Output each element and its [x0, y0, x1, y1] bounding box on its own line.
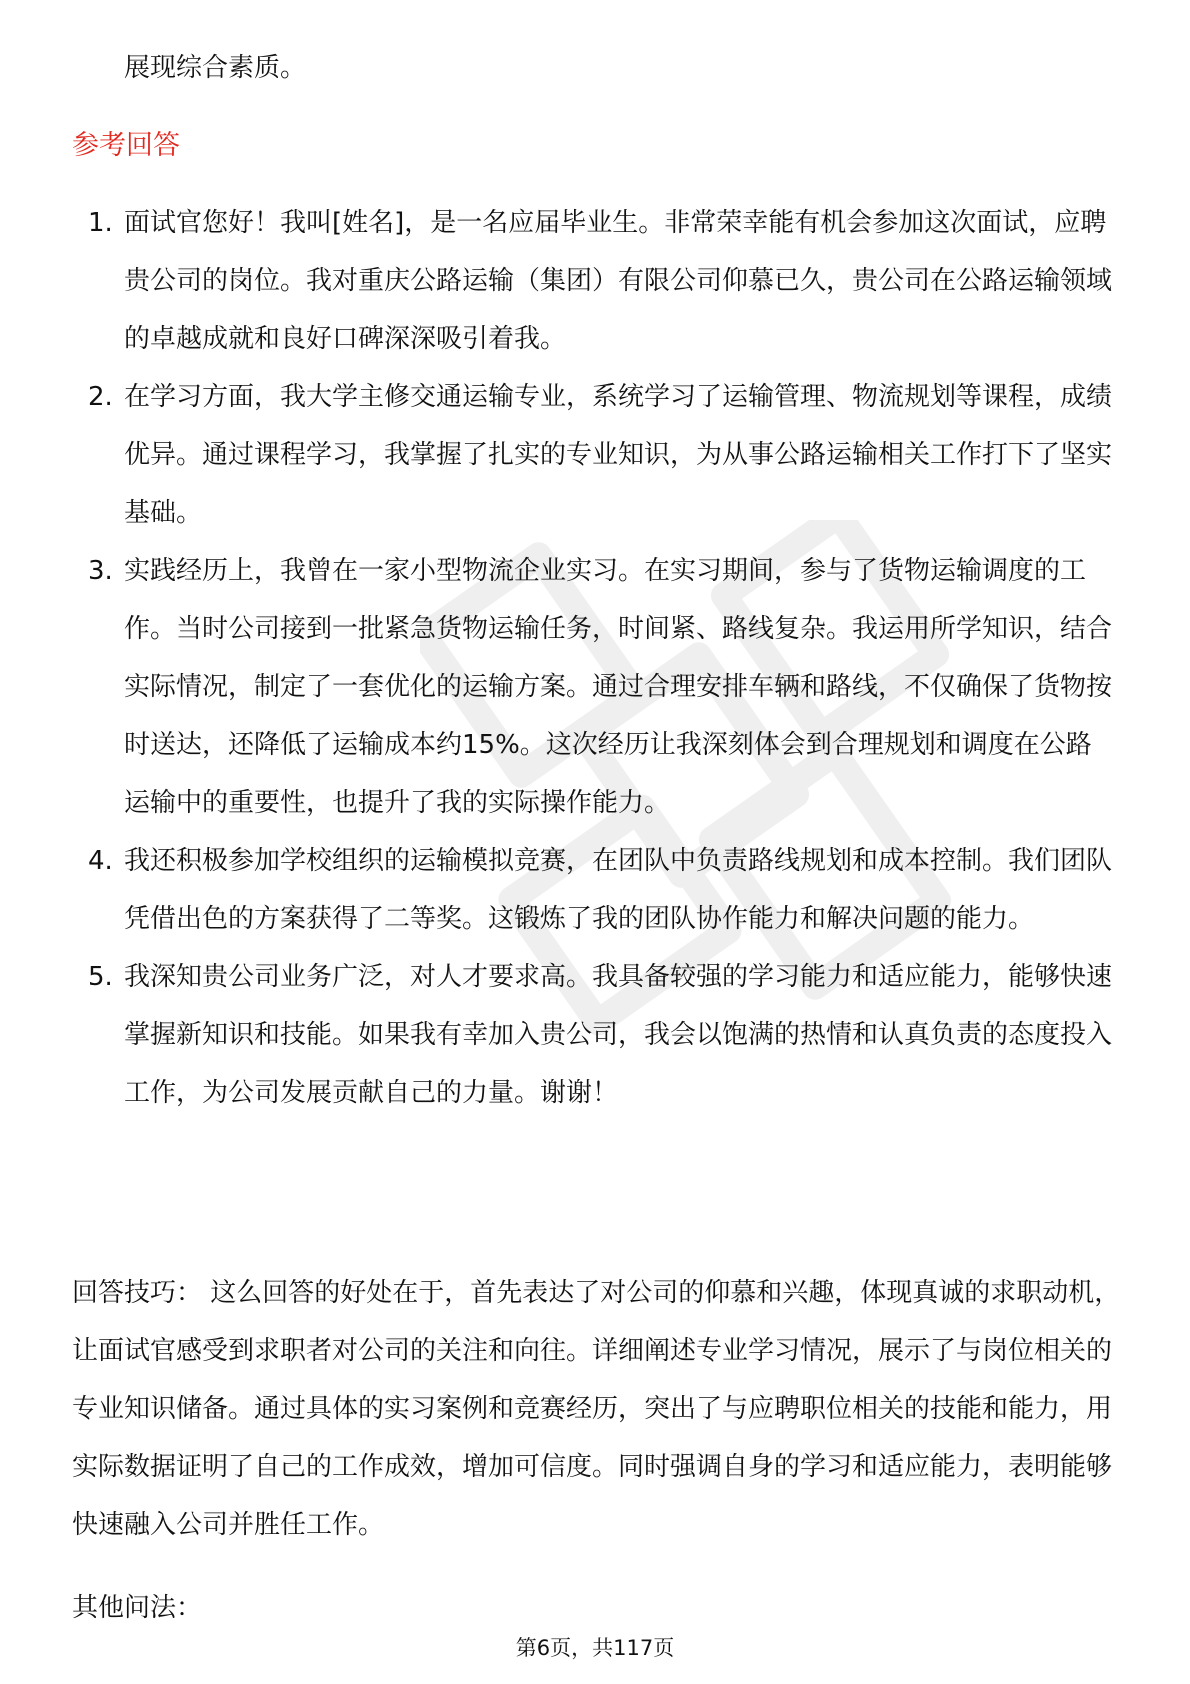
answer-tips-paragraph: 回答技巧： 这么回答的好处在于，首先表达了对公司的仰慕和兴趣，体现真诚的求职动机，让面试官感受到求职者对公司的关注和向往。详细阐述专业学习情况，展示了与岗位相关的专业知识储备。通过具体的实习案例和竞赛经历，突出了与应聘职位相关的技能和能力，用实际数据证明了自己的工作成效，增加可信度。同时强调自身的学习和适应能力，表明能够快速融入公司并胜任工作。 [72, 1278, 1121, 1540]
answer-item-text: 我深知贵公司业务广泛，对人才要求高。我具备较强的学习能力和适应能力，能够快速掌握新知识和技能。如果我有幸加入贵公司，我会以饱满的热情和认真负责的态度投入工作，为公司发展贡献自己的力量。谢谢！ [124, 962, 1113, 1108]
answer-item-text: 面试官您好！我叫[姓名]，是一名应届毕业生。非常荣幸能有机会参加这次面试，应聘贵公司的岗位。我对重庆公路运输（集团）有限公司仰慕已久，贵公司在公路运输领域的卓越成就和良好口碑深深吸引着我。 [124, 208, 1113, 354]
answer-item-4 [72, 832, 1112, 948]
answer-item-number: 5. [88, 962, 113, 992]
page-number-footer: 第6页，共117页 [515, 1636, 675, 1660]
answer-item-number: 2. [88, 382, 113, 412]
answer-item-2 [72, 368, 1112, 542]
answer-item-1 [72, 194, 1112, 368]
intro-text: 展现综合素质。 [124, 53, 307, 83]
answer-item-number: 4. [88, 846, 113, 876]
answer-item-text: 实践经历上，我曾在一家小型物流企业实习。在实习期间，参与了货物运输调度的工作。当时公司接到一批紧急货物运输任务，时间紧、路线复杂。我运用所学知识，结合实际情况，制定了一套优化的运输方案。通过合理安排车辆和路线，不仅确保了货物按时送达，还降低了运输成本约15%。这次经历让我深刻体会到合理规划和调度在公路运输中的重要性，也提升了我的实际操作能力。 [124, 556, 1113, 818]
answer-item-3 [72, 542, 1112, 832]
answer-item-number: 1. [88, 208, 113, 238]
answer-item-5 [72, 948, 1112, 1122]
other-questions-label: 其他问法： [72, 1593, 203, 1623]
answer-list [72, 194, 1112, 1122]
answer-item-text: 在学习方面，我大学主修交通运输专业，系统学习了运输管理、物流规划等课程，成绩优异。通过课程学习，我掌握了扎实的专业知识，为从事公路运输相关工作打下了坚实基础。 [124, 382, 1113, 528]
reference-answer-heading: 参考回答 [72, 130, 180, 161]
answer-item-text: 我还积极参加学校组织的运输模拟竞赛，在团队中负责路线规划和成本控制。我们团队凭借出色的方案获得了二等奖。这锻炼了我的团队协作能力和解决问题的能力。 [124, 846, 1113, 934]
answer-item-number: 3. [88, 556, 113, 586]
